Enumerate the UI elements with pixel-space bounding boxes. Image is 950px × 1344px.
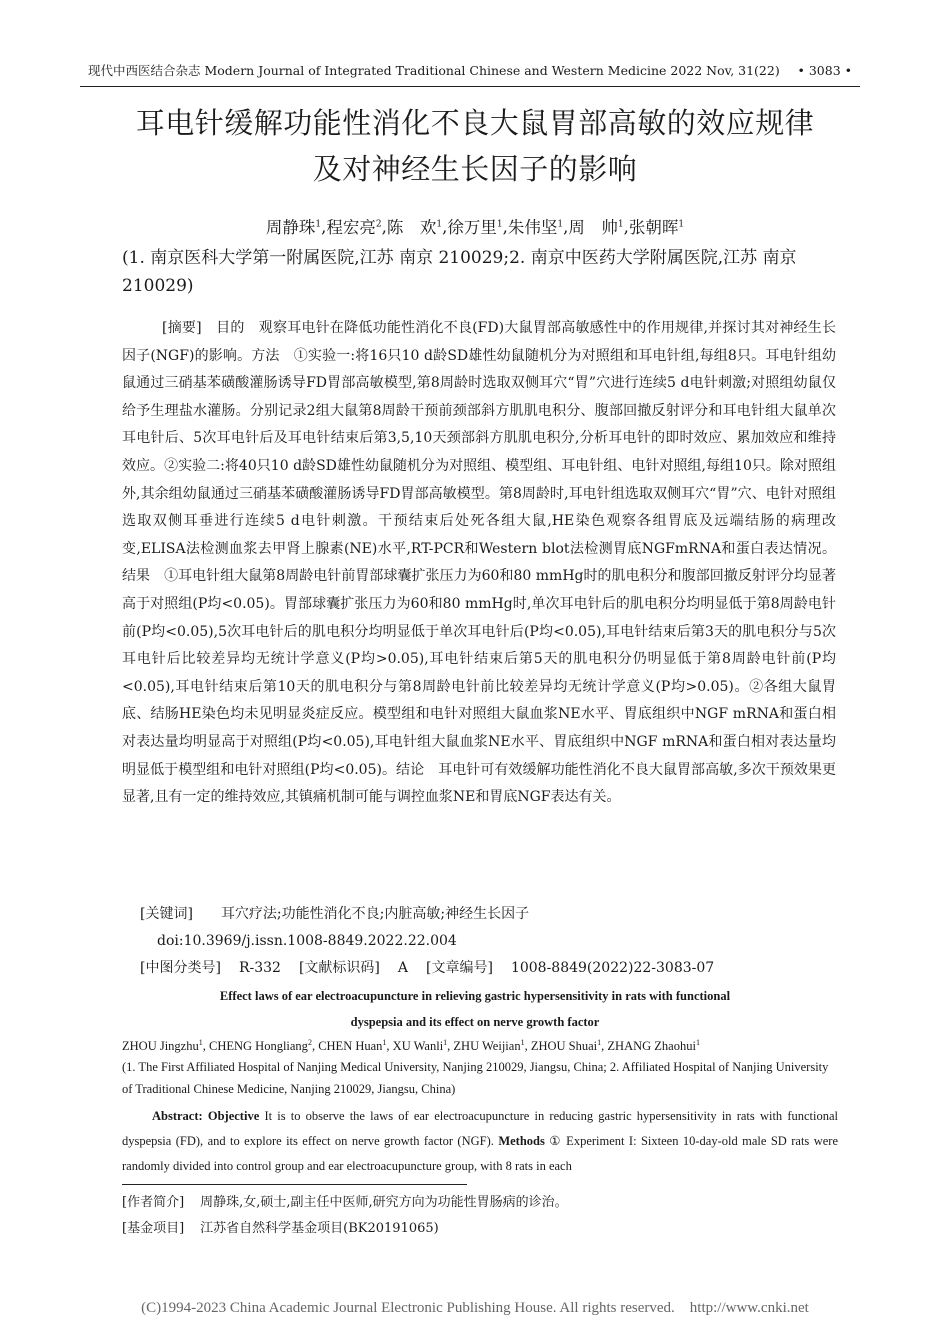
page-number: • 3083 • — [797, 62, 852, 78]
author: 朱伟坚$^1$ — [507, 217, 564, 237]
author: ZHOU Shuai$^1$ — [530, 1038, 602, 1054]
copyright-watermark: (C)1994-2023 China Academic Journal Electronic Publishing House. All rights reserved. http://www.cnki.net — [141, 1300, 809, 1316]
english-author-list: ZHOU Jingzhu$^1$, CHENG Hongliang$^2$, CHEN Huan$^1$, XU Wanli$^1$, ZHU Weijian$^1$, ZHOU Shuai$^1$, ZHANG Zhaohui$^1$ — [122, 1038, 700, 1054]
footnote-fund-label: [基金项目] — [122, 1221, 185, 1236]
english-abstract — [122, 1104, 838, 1179]
footnote-fund — [122, 1218, 850, 1240]
title-line-1: 耳电针缓解功能性消化不良大鼠胃部高敏的效应规律 — [135, 106, 815, 140]
author: XU Wanli$^1$ — [392, 1038, 448, 1054]
clc-label: [中图分类号] — [140, 960, 221, 976]
journal-header: 现代中西医结合杂志 Modern Journal of Integrated Traditional Chinese and Western Medicine 2022 Nov, 31(22) — [88, 63, 780, 78]
author: 程宏亮$^2$ — [326, 217, 382, 237]
footnote-author-text: 周静珠,女,硕士,副主任中医师,研究方向为功能性胃肠病的诊治。 — [200, 1195, 568, 1210]
doc-code-label: [文献标识码] — [298, 960, 380, 976]
author: CHENG Hongliang$^2$ — [208, 1038, 312, 1054]
footnote-rule — [122, 1184, 467, 1185]
author: CHEN Huan$^1$ — [318, 1038, 387, 1054]
keywords-label: [关键词] — [140, 906, 193, 922]
header-rule — [80, 86, 860, 87]
classification-line — [140, 955, 836, 981]
methods-text: ① Experiment I: Sixteen 10-day-old male SD rats were randomly divided into control group and ear electroacupuncture group, with 8 rats in each — [122, 1134, 839, 1173]
objective-label: Objective — [207, 1109, 260, 1123]
objective-text: It is to observe the laws of ear electroacupuncture in reducing gastric hypersensitivity in rats with functional dyspepsia (FD), and to explore its effect on nerve growth factor (NGF). — [122, 1109, 839, 1148]
paper-title — [60, 100, 890, 192]
english-affiliation: (1. The First Affiliated Hospital of Nanjing Medical University, Nanjing 210029, Jiangsu, China; 2. Affiliated Hospital of Nanjing University of Traditional Chinese Medicine, Nanjing 210029, Jiangsu, China) — [122, 1060, 829, 1096]
affiliation: (1. 南京医科大学第一附属医院,江苏 南京 210029;2. 南京中医药大学附属医院,江苏 南京 210029) — [122, 248, 797, 296]
methods-label: Methods — [498, 1134, 545, 1148]
running-head — [88, 58, 852, 82]
abstract-cn — [122, 315, 836, 812]
article-number-label: [文章编号] — [426, 960, 493, 976]
abstract-en-label: Abstract: — [152, 1109, 203, 1123]
keywords — [140, 901, 836, 927]
author: ZHANG Zhaohui$^1$ — [607, 1038, 700, 1054]
title-line-2: 及对神经生长因子的影响 — [312, 152, 638, 186]
abstract-text: 目的 观察耳电针在降低功能性消化不良(FD)大鼠胃部高敏感性中的作用规律,并探讨其对神经生长因子(NGF)的影响。方法 ①实验一:将16只10 d龄SD雄性幼鼠随机分为对照组和耳电针组,每组8只。耳电针组幼鼠通过三硝基苯磺酸灌肠诱导FD胃部高敏模型,第8周龄时选取双侧耳穴“胃”穴进行连续5 d电针刺激;对照组幼鼠仅给予生理盐水灌肠。分别记录2组大鼠第8周龄干预前颈部斜方肌肌电积分、腹部回撤反射评分和耳电针组大鼠单次耳电针后、5次耳电针后及耳电针结束后第3,5,10天颈部斜方肌肌电积分,分析耳电针的即时效应、累加效应和维持效应。②实验二:将40只10 d龄SD雄性幼鼠随机分为对照组、模型组、耳电针组、电针对照组,每组10只。除对照组外,其余组幼鼠通过三硝基苯磺酸灌肠诱导FD胃部高敏模型。第8周龄时,耳电针组选取双侧耳穴“胃”穴、电针对照组选取双侧耳垂进行连续5 d电针刺激。干预结束后处死各组大鼠,HE染色观察各组胃底及远端结肠的病理改变,ELISA法检测血浆去甲肾上腺素(NE)水平,RT-PCR和Western blot法检测胃底NGFmRNA和蛋白表达情况。结果 ①耳电针组大鼠第8周龄电针前胃部球囊扩张压力为60和80 mmHg时的肌电积分和腹部回撤反射评分均显著高于对照组(P均<0.05)。胃部球囊扩张压力为60和80 mmHg时,单次耳电针后的肌电积分均明显低于第8周龄电针前(P均<0.05),5次耳电针后的肌电积分均明显低于单次耳电针后(P均<0.05),耳电针结束后第3天的肌电积分与5次耳电针后比较差异均无统计学意义(P均>0.05),耳电针结束后第5天的肌电积分仍明显低于第8周龄电针前(P均<0.05),耳电针结束后第10天的肌电积分与第8周龄电针前比较差异均无统计学意义(P均>0.05)。②各组大鼠胃底、结肠HE染色均未见明显炎症反应。模型组和电针对照组大鼠血浆NE水平、胃底组织中NGF mRNA和蛋白相对表达量均明显高于对照组(P均<0.05),耳电针组大鼠血浆NE水平、胃底组织中NGF mRNA和蛋白相对表达量均明显低于模型组和电针对照组(P均<0.05)。结论 耳电针可有效缓解功能性消化不良大鼠胃部高敏,多次干预效果更显著,且有一定的维持效应,其镇痛机制可能与调控血浆NE和胃底NGF表达有关。 — [122, 320, 837, 806]
author: 张朝晖$^1$ — [628, 217, 685, 237]
author: 周静珠$^1$ — [265, 217, 322, 237]
english-title — [110, 983, 840, 1035]
footnote-author — [122, 1192, 850, 1214]
article-number-value: 1008-8849(2022)22-3083-07 — [510, 960, 715, 976]
author: 徐万里$^1$ — [447, 217, 503, 237]
author: ZHOU Jingzhu$^1$ — [122, 1038, 203, 1054]
author: 陈 欢$^1$ — [386, 217, 443, 237]
doc-code-value: A — [397, 960, 408, 976]
author: ZHU Weijian$^1$ — [453, 1038, 525, 1054]
english-title-line-2: dyspepsia and its effect on nerve growth factor — [350, 1015, 600, 1029]
footnote-author-label: [作者简介] — [122, 1195, 185, 1210]
keywords-text: 耳穴疗法;功能性消化不良;内脏高敏;神经生长因子 — [220, 906, 530, 922]
author-list: 周静珠$^1$,程宏亮$^2$,陈 欢$^1$,徐万里$^1$,朱伟坚$^1$,周 帅$^1$,张朝晖$^1$ — [265, 217, 685, 237]
abstract-label: [摘要] — [162, 320, 202, 336]
footnote-fund-text: 江苏省自然科学基金项目(BK20191065) — [200, 1221, 439, 1236]
doi: doi:10.3969/j.issn.1008-8849.2022.22.004 — [157, 933, 457, 949]
author: 周 帅$^1$ — [568, 217, 624, 237]
clc-value: R-332 — [238, 960, 281, 976]
english-title-line-1: Effect laws of ear electroacupuncture in relieving gastric hypersensitivity in rats with functional — [219, 989, 731, 1003]
